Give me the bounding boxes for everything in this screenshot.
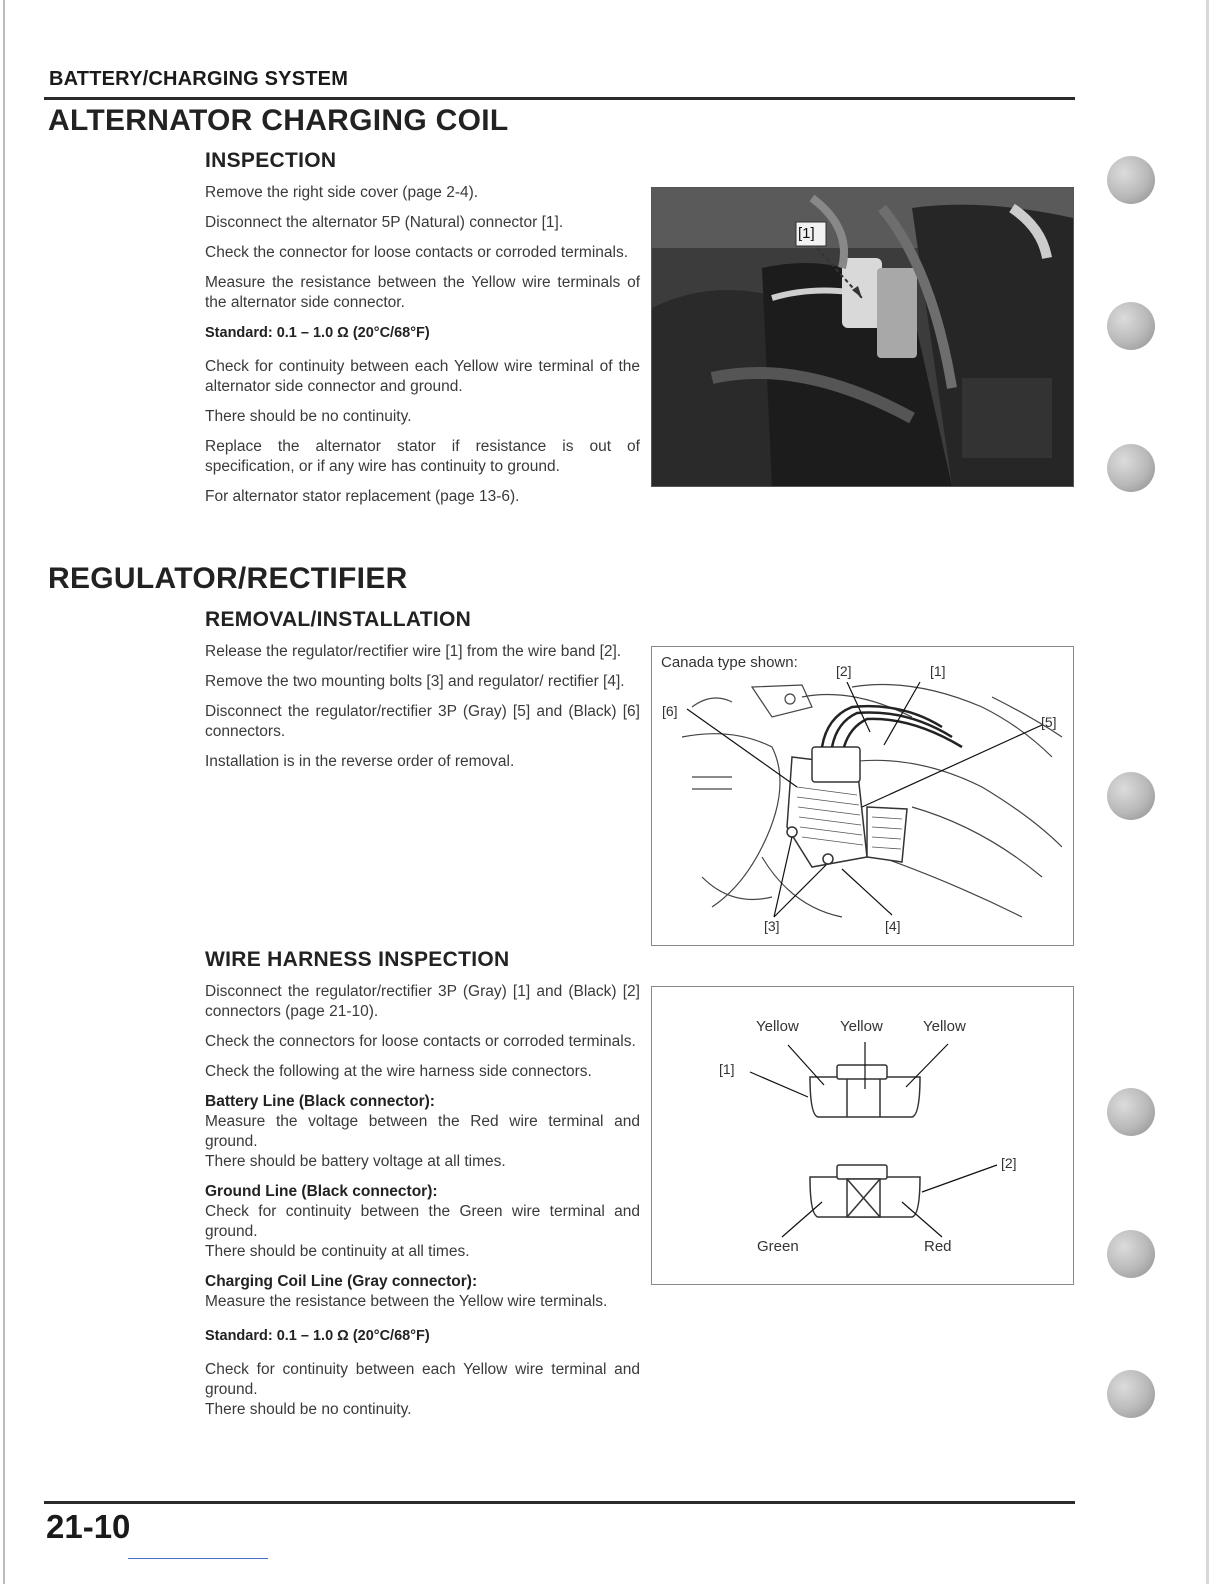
battery-line-result: There should be battery voltage at all times. [205,1153,506,1170]
yellow-label: Yellow [840,1018,883,1035]
step: Disconnect the alternator 5P (Natural) connector [1]. [205,214,564,231]
binder-hole [1107,444,1155,492]
decorative-line [128,1558,268,1559]
yellow-label: Yellow [756,1018,799,1035]
figure-caption: Canada type shown: [661,654,798,671]
step: Disconnect the regulator/rectifier 3P (Gray) [1] and (Black) [2] connectors (page 21-10). [205,983,640,1020]
battery-line-step: Measure the voltage between the Red wire terminal and ground. [205,1113,640,1150]
callout-6: [6] [662,703,678,719]
footer-rule [44,1501,1075,1504]
connector-diagram [651,986,1074,1285]
step: Check the connectors for loose contacts or corroded terminals. [205,1033,636,1050]
ground-line-result: There should be continuity at all times. [205,1243,470,1260]
regulator-diagram [651,646,1074,946]
page-edge [1206,0,1209,1584]
charging-line-step: Measure the resistance between the Yellow wire terminals. [205,1293,608,1310]
callout-2: [2] [1001,1155,1017,1171]
callout-1: [1] [719,1061,735,1077]
step: Check the connector for loose contacts or corroded terminals. [205,244,629,261]
binder-hole [1107,1230,1155,1278]
step: Measure the resistance between the Yellow wire terminals of the alternator side connector. [205,274,640,311]
binder-hole [1107,1088,1155,1136]
final-check-step: Check for continuity between each Yellow wire terminal and ground. [205,1361,640,1398]
harness-text [205,982,640,1430]
removal-text [205,642,640,782]
step: Check the following at the wire harness side connectors. [205,1063,592,1080]
ground-line-block [205,1182,640,1262]
step: Check for continuity between each Yellow wire terminal of the alternator side connector and ground. [205,358,640,395]
step: Remove the two mounting bolts [3] and regulator/ rectifier [4]. [205,673,625,690]
regulator-title: REGULATOR/RECTIFIER [48,562,408,595]
red-label: Red [924,1238,952,1255]
binder-hole [1107,156,1155,204]
standard-spec: Standard: 0.1 – 1.0 Ω (20°C/68°F) [205,325,430,341]
callout-4: [4] [885,918,901,934]
battery-line-block [205,1092,640,1172]
photo-callout: [1] [798,225,815,242]
final-check-result: There should be no continuity. [205,1401,412,1418]
binder-hole [1107,302,1155,350]
removal-heading: REMOVAL/INSTALLATION [205,608,472,631]
header-rule [44,97,1075,100]
ground-line-title: Ground Line (Black connector): [205,1183,438,1200]
step: Remove the right side cover (page 2-4). [205,184,479,201]
step: Installation is in the reverse order of removal. [205,753,515,770]
harness-heading: WIRE HARNESS INSPECTION [205,948,510,971]
green-label: Green [757,1238,799,1255]
ground-line-step: Check for continuity between the Green wire terminal and ground. [205,1203,640,1240]
binder-hole [1107,1370,1155,1418]
step: There should be no continuity. [205,408,412,425]
alternator-connector-photo [651,187,1074,487]
yellow-label: Yellow [923,1018,966,1035]
step: Release the regulator/rectifier wire [1] from the wire band [2]. [205,643,622,660]
callout-5: [5] [1041,714,1057,730]
callout-2: [2] [836,663,852,679]
step: Replace the alternator stator if resistance is out of specification, or if any wire has continuity to ground. [205,438,640,475]
step: Disconnect the regulator/rectifier 3P (Gray) [5] and (Black) [6] connectors. [205,703,640,740]
charging-line-title: Charging Coil Line (Gray connector): [205,1273,478,1290]
section-header: BATTERY/CHARGING SYSTEM [49,68,349,90]
inspection-heading: INSPECTION [205,149,337,172]
step: For alternator stator replacement (page 13-6). [205,488,520,505]
callout-1: [1] [930,663,946,679]
standard-spec: Standard: 0.1 – 1.0 Ω (20°C/68°F) [205,1328,430,1344]
final-check-block [205,1360,640,1420]
charging-line-block [205,1272,640,1312]
binding-margin-line [3,0,5,1584]
page-number: 21-10 [46,1508,131,1545]
binder-hole [1107,772,1155,820]
alternator-text [205,183,640,517]
battery-line-title: Battery Line (Black connector): [205,1093,435,1110]
callout-3: [3] [764,918,780,934]
alternator-title: ALTERNATOR CHARGING COIL [48,104,509,137]
